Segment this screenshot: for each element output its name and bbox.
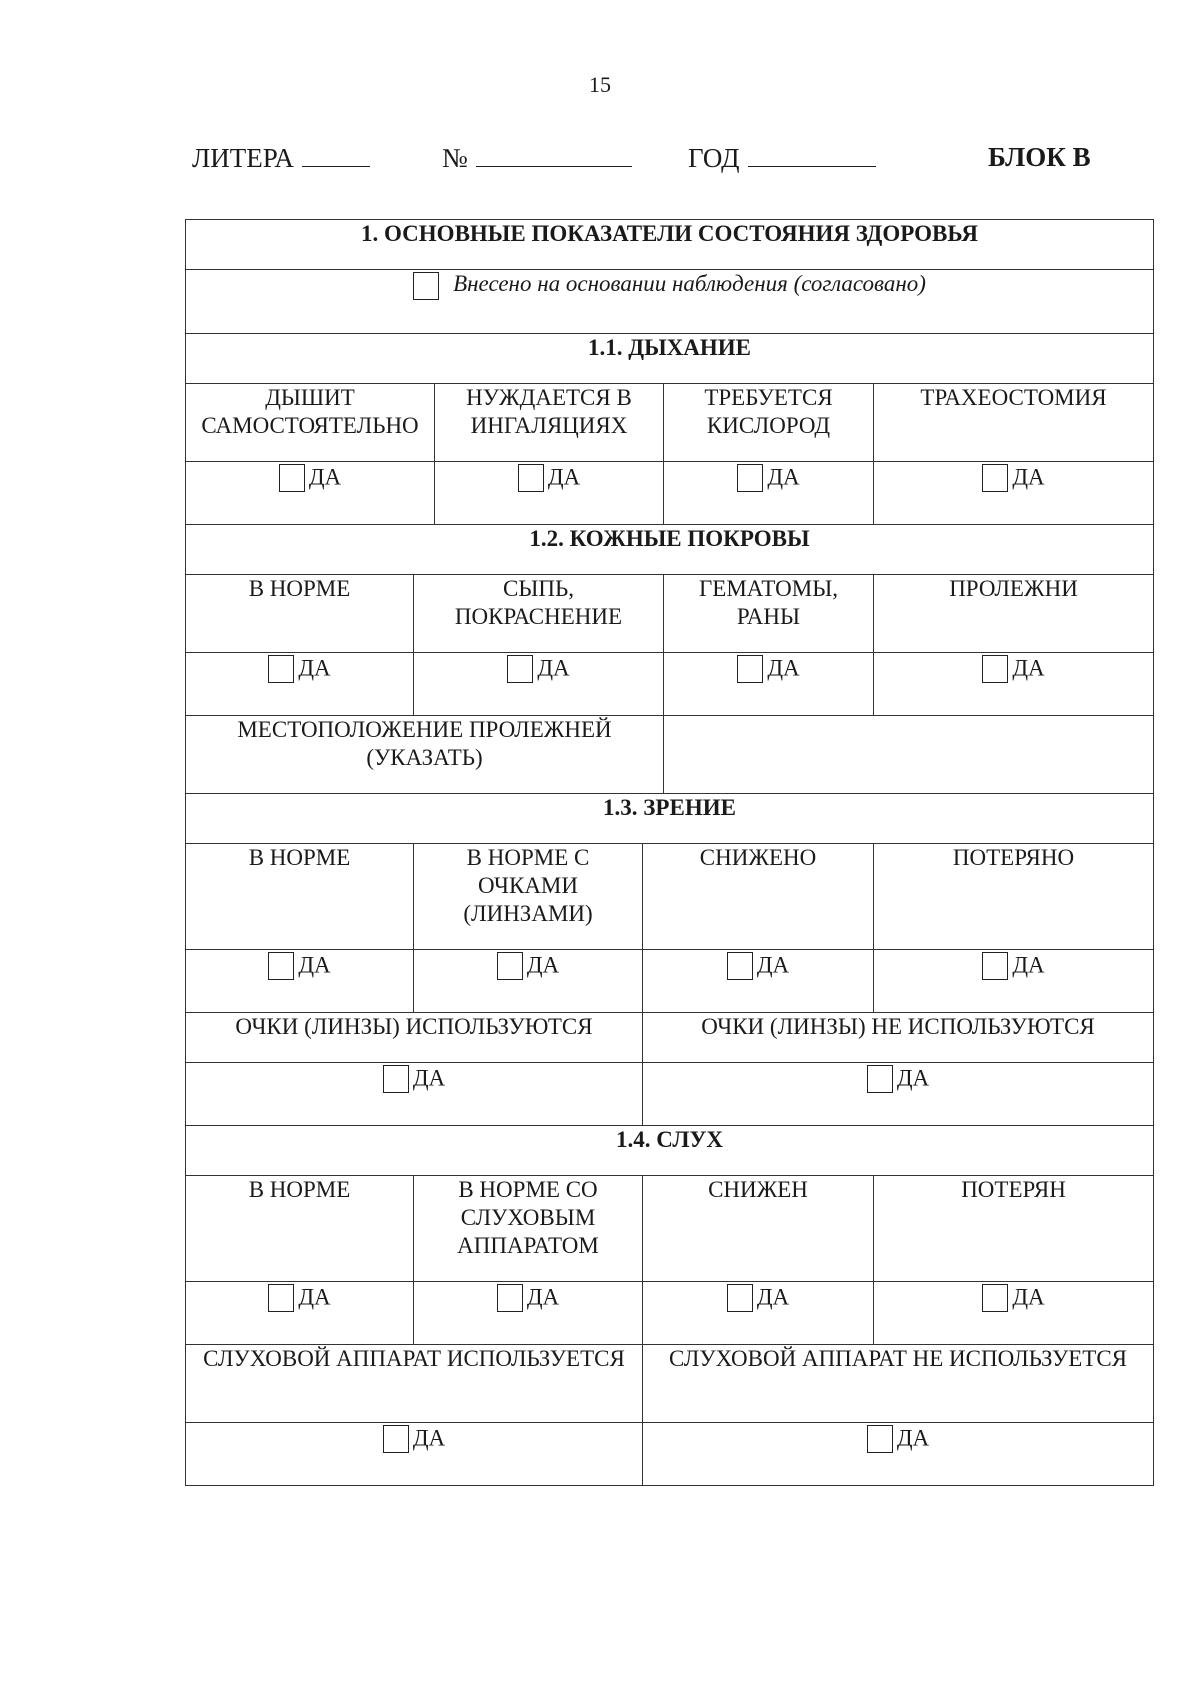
bedsores-location-label: МЕСТОПОЛОЖЕНИЕ ПРОЛЕЖНЕЙ (УКАЗАТЬ) [186,716,664,794]
year-label: ГОД [688,143,740,173]
yes-label: ДА [547,464,581,490]
vision-lost-yes[interactable] [874,950,1154,1013]
breathing-inhalation-label: НУЖДАЕТСЯ В ИНГАЛЯЦИЯХ [435,384,664,462]
litera-label: ЛИТЕРА [192,143,294,173]
checkbox[interactable] [518,464,544,492]
checkbox[interactable] [982,1284,1008,1312]
yes-label: ДА [526,1284,560,1310]
block-label: БЛОК В [988,142,1091,172]
hearing-normal-yes[interactable] [186,1282,414,1345]
checkbox[interactable] [867,1425,893,1453]
checkbox[interactable] [383,1425,409,1453]
hearing-reduced-label: СНИЖЕН [643,1176,874,1282]
bedsores-location-field[interactable] [664,716,1154,794]
breathing-oxygen-label: ТРЕБУЕТСЯ КИСЛОРОД [664,384,874,462]
form-title: 1. ОСНОВНЫЕ ПОКАЗАТЕЛИ СОСТОЯНИЯ ЗДОРОВЬЯ [186,220,1154,270]
checkbox[interactable] [497,1284,523,1312]
checkbox[interactable] [982,655,1008,683]
observation-note [186,270,1154,334]
hearing-normal-label: В НОРМЕ [186,1176,414,1282]
checkbox[interactable] [727,1284,753,1312]
observation-checkbox[interactable] [413,272,439,300]
hearing-aid-used-label: СЛУХОВОЙ АППАРАТ ИСПОЛЬЗУЕТСЯ [186,1345,643,1423]
vision-reduced-yes[interactable] [643,950,874,1013]
skin-hematoma-yes[interactable] [664,653,874,716]
hearing-aid-normal-yes[interactable] [414,1282,643,1345]
hearing-aid-normal-label: В НОРМЕ СО СЛУХОВЫМ АППАРАТОМ [414,1176,643,1282]
yes-label: ДА [896,1425,930,1451]
breathing-independent-yes[interactable] [186,462,435,525]
yes-label: ДА [537,655,570,681]
checkbox[interactable] [268,655,294,683]
number-label: № [442,143,468,173]
breathing-independent-label: ДЫШИТ САМОСТОЯТЕЛЬНО [186,384,435,462]
yes-label: ДА [412,1425,446,1451]
yes-label: ДА [412,1065,446,1091]
breathing-inhalation-yes[interactable] [435,462,664,525]
yes-label: ДА [526,952,560,978]
checkbox[interactable] [279,464,305,492]
checkbox[interactable] [497,952,523,980]
year-field[interactable] [688,142,876,174]
yes-label: ДА [1012,655,1045,681]
yes-label: ДА [298,655,331,681]
glasses-used-label: ОЧКИ (ЛИНЗЫ) ИСПОЛЬЗУЮТСЯ [186,1013,643,1063]
skin-bedsores-label: ПРОЛЕЖНИ [874,575,1154,653]
checkbox[interactable] [867,1065,893,1093]
skin-rash-yes[interactable] [414,653,664,716]
vision-glasses-yes[interactable] [414,950,643,1013]
skin-section-title: 1.2. КОЖНЫЕ ПОКРОВЫ [186,525,1154,575]
vision-normal-label: В НОРМЕ [186,844,414,950]
vision-glasses-label: В НОРМЕ С ОЧКАМИ (ЛИНЗАМИ) [414,844,643,950]
yes-label: ДА [1012,1284,1045,1310]
hearing-section-title: 1.4. СЛУХ [186,1126,1154,1176]
hearing-reduced-yes[interactable] [643,1282,874,1345]
skin-rash-label: СЫПЬ, ПОКРАСНЕНИЕ [414,575,664,653]
breathing-tracheostomy-yes[interactable] [874,462,1154,525]
hearing-aid-not-used-yes[interactable] [643,1423,1154,1486]
glasses-not-used-label: ОЧКИ (ЛИНЗЫ) НЕ ИСПОЛЬЗУЮТСЯ [643,1013,1154,1063]
vision-normal-yes[interactable] [186,950,414,1013]
yes-label: ДА [896,1065,930,1091]
checkbox[interactable] [982,952,1008,980]
vision-reduced-label: СНИЖЕНО [643,844,874,950]
skin-hematoma-label: ГЕМАТОМЫ, РАНЫ [664,575,874,653]
skin-bedsores-yes[interactable] [874,653,1154,716]
checkbox[interactable] [268,1284,294,1312]
hearing-aid-used-yes[interactable] [186,1423,643,1486]
checkbox[interactable] [383,1065,409,1093]
observation-note-text: Внесено на основании наблюдения (согласовано) [453,271,926,296]
glasses-used-yes[interactable] [186,1063,643,1126]
page-number: 15 [589,72,611,97]
yes-label: ДА [1012,952,1045,978]
breathing-tracheostomy-label: ТРАХЕОСТОМИЯ [874,384,1154,462]
yes-label: ДА [767,655,800,681]
checkbox[interactable] [737,464,763,492]
yes-label: ДА [767,464,800,490]
yes-label: ДА [756,952,790,978]
breathing-section-title: 1.1. ДЫХАНИЕ [186,334,1154,384]
number-blank[interactable] [476,142,632,167]
number-field[interactable] [442,142,632,174]
skin-normal-yes[interactable] [186,653,414,716]
hearing-aid-not-used-label: СЛУХОВОЙ АППАРАТ НЕ ИСПОЛЬЗУЕТСЯ [643,1345,1154,1423]
yes-label: ДА [298,952,331,978]
checkbox[interactable] [268,952,294,980]
litera-blank[interactable] [302,142,370,167]
year-blank[interactable] [748,142,876,167]
checkbox[interactable] [507,655,533,683]
checkbox[interactable] [727,952,753,980]
checkbox[interactable] [982,464,1008,492]
vision-lost-label: ПОТЕРЯНО [874,844,1154,950]
yes-label: ДА [1012,464,1045,490]
breathing-oxygen-yes[interactable] [664,462,874,525]
glasses-not-used-yes[interactable] [643,1063,1154,1126]
hearing-lost-label: ПОТЕРЯН [874,1176,1154,1282]
health-indicators-form [185,219,1154,1486]
hearing-lost-yes[interactable] [874,1282,1154,1345]
yes-label: ДА [756,1284,790,1310]
vision-section-title: 1.3. ЗРЕНИЕ [186,794,1154,844]
yes-label: ДА [298,1284,331,1310]
yes-label: ДА [308,464,342,490]
skin-normal-label: В НОРМЕ [186,575,414,653]
checkbox[interactable] [737,655,763,683]
litera-field[interactable] [192,142,370,174]
